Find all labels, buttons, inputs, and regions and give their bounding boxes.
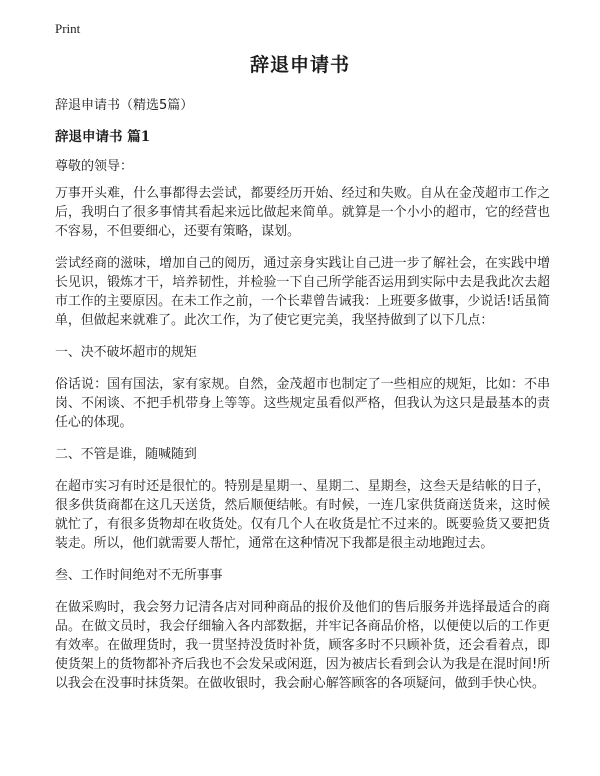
- section-heading: 一、决不破坏超市的规矩: [55, 345, 197, 360]
- article-heading: 辞退申请书 篇1: [55, 129, 151, 145]
- paragraph: 俗话说：国有国法，家有家规。自然，金茂超市也制定了一些相应的规矩，比如：不串岗、不闲谈、不把手机带身上等等。这些规定虽看似严格，但我认为这只是最基本的责任心的体现。: [55, 377, 550, 430]
- article-body: [55, 184, 550, 706]
- document-subtitle: 辞退申请书（精选5篇）: [55, 98, 194, 113]
- paragraph: 在超市实习有时还是很忙的。特别是星期一、星期二、星期叁，这叁天是结帐的日子，很多供货商都在这几天送货，然后顺便结帐。有时候，一连几家供货商送货来，这时候就忙了，有很多货物却在收货处。仅有几个人在收货是忙不过来的。既要验货又要把货装走。所以，他们就需要人帮忙，通常在这种情况下我都是很主动地跑过去。: [55, 479, 550, 551]
- document-title: 辞退申请书: [249, 54, 350, 76]
- paragraph: 尝试经商的滋味，增加自己的阅历，通过亲身实践让自己进一步了解社会，在实践中增长见识，锻炼才干，培养韧性，并检验一下自己所学能否运用到实际中去是我此次去超市工作的主要原因。在未工作之前，一个长辈曾告诫我：上班要多做事，少说话!话虽简单，但做起来就难了。此次工作，为了使它更完美，我坚持做到了以下几点：: [55, 256, 551, 328]
- paragraph: 在做采购时，我会努力记清各店对同种商品的报价及他们的售后服务并选择最适合的商品。在做文员时，我会仔细输入各内部数据，并牢记各商品价格，以便使以后的工作更有效率。在做理货时，我一贯坚持没货时补货，顾客多时不只顾补货，还会看着点，即使货架上的货物都补齐后我也不会发呆或闲逛，因为被店长看到会认为我是在混时间!所以我会在没事时抹货架。在做收银时，我会耐心解答顾客的各项疑问，做到手快心快。: [55, 600, 551, 691]
- section-heading: 叁、工作时间绝对不无所事事: [55, 568, 223, 583]
- paragraph: 万事开头难，什么事都得去尝试，都要经历开始、经过和失败。自从在金茂超市工作之后，我明白了很多事情其看起来远比做起来简单。就算是一个小小的超市，它的经营也不容易，不但要细心，还要有策略，谋划。: [55, 186, 550, 239]
- greeting: 尊敬的领导：: [55, 159, 134, 174]
- section-heading: 二、不管是谁，随喊随到: [55, 447, 197, 462]
- print-link[interactable]: Print: [55, 21, 81, 36]
